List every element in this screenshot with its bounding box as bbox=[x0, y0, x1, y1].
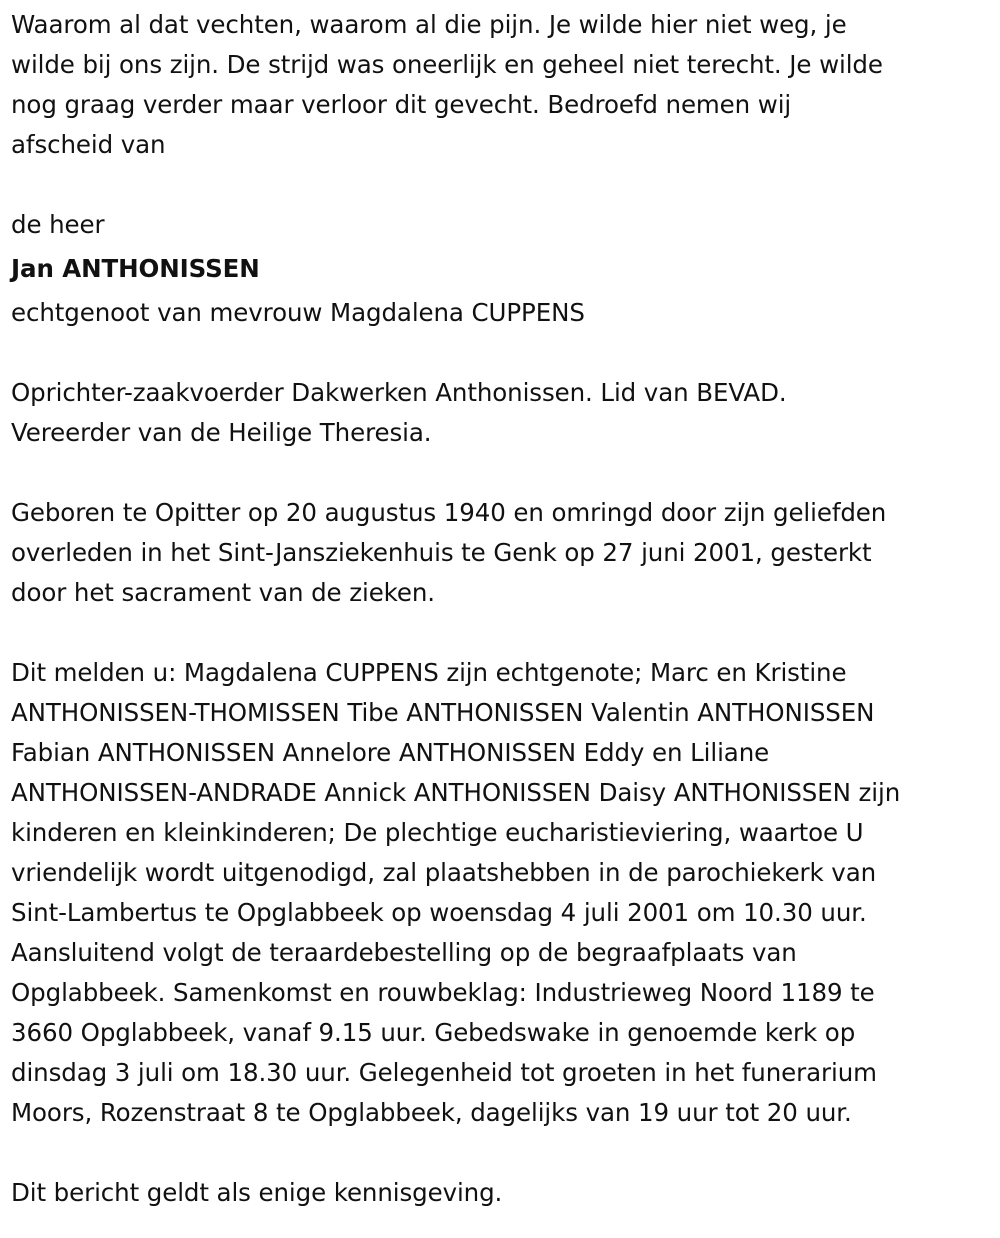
deceased-name: Jan ANTHONISSEN bbox=[11, 254, 260, 283]
occupation-paragraph: Oprichter-zaakvoerder Dakwerken Anthonissen. Lid van BEVAD. Vereerder van de Heilige Theresia. bbox=[11, 378, 787, 447]
birth-death-paragraph: Geboren te Opitter op 20 augustus 1940 en omringd door zijn geliefden overleden in het Sint-Jansziekenhuis te Genk op 27 juni 2001, gesterkt door het sacrament van de zieken. bbox=[11, 498, 887, 607]
closing-line: Dit bericht geldt als enige kennisgeving. bbox=[11, 1178, 503, 1207]
spacer bbox=[11, 1133, 986, 1173]
spacer bbox=[11, 613, 986, 653]
salutation: de heer bbox=[11, 210, 105, 239]
obituary-notice bbox=[11, 5, 986, 1213]
spacer bbox=[11, 333, 986, 373]
spouse-line: echtgenoot van mevrouw Magdalena CUPPENS bbox=[11, 298, 585, 327]
announcement-paragraph: Dit melden u: Magdalena CUPPENS zijn echtgenote; Marc en Kristine ANTHONISSEN-THOMISSEN Tibe ANTHONISSEN Valentin ANTHONISSEN Fabian ANTHONISSEN Annelore ANTHONISSEN Eddy en Liliane ANTHONISSEN-ANDRADE Annick ANTHONISSEN Daisy ANTHONISSEN zijn kinderen en kleinkinderen; De plechtige eucharistieviering, waartoe U vriendelijk wordt uitgenodigd, zal plaatshebben in de parochiekerk van Sint-Lambertus te Opglabbeek op woensdag 4 juli 2001 om 10.30 uur. Aansluitend volgt de teraardebestelling op de begraafplaats van Opglabbeek. Samenkomst en rouwbeklag: Industrieweg Noord 1189 te 3660 Opglabbeek, vanaf 9.15 uur. Gebedswake in genoemde kerk op dinsdag 3 juli om 18.30 uur. Gelegenheid tot groeten in het funerarium Moors, Rozenstraat 8 te Opglabbeek, dagelijks van 19 uur tot 20 uur. bbox=[11, 658, 901, 1127]
poem-paragraph: Waarom al dat vechten, waarom al die pijn. Je wilde hier niet weg, je wilde bij ons zijn. De strijd was oneerlijk en geheel niet terecht. Je wilde nog graag verder maar verloor dit gevecht. Bedroefd nemen wij afscheid van bbox=[11, 10, 883, 159]
spacer bbox=[11, 453, 986, 493]
spacer bbox=[11, 165, 986, 205]
